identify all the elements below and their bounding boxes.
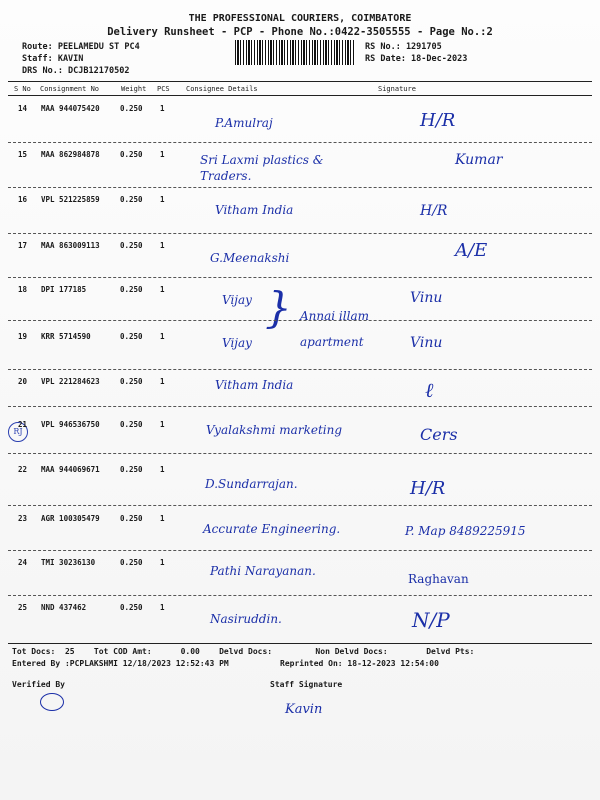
row-divider	[8, 453, 592, 454]
header-rule-bottom	[8, 95, 592, 96]
signature-handwritten: ℓ	[425, 378, 434, 402]
row-divider	[8, 277, 592, 278]
row-consignment: VPL 221284623	[41, 377, 100, 386]
company-title: THE PROFESSIONAL COURIERS, COIMBATORE	[188, 13, 412, 24]
row-divider	[8, 369, 592, 370]
row-weight: 0.250	[120, 241, 143, 250]
row-sno: 22	[18, 465, 28, 474]
row-divider	[8, 187, 592, 188]
annex-note: Annai illam apartment	[300, 309, 369, 349]
table-row	[0, 332, 600, 352]
col-weight: Weight	[121, 85, 147, 93]
table-row	[0, 195, 600, 215]
rs-date: RS Date: 18-Dec-2023	[365, 54, 468, 64]
row-weight: 0.250	[120, 377, 143, 386]
row-pcs: 1	[160, 241, 165, 250]
header-rule-top	[8, 81, 592, 82]
row-sno: 24	[18, 558, 28, 567]
table-row	[0, 603, 600, 623]
consignee-handwritten: Accurate Engineering.	[203, 522, 341, 536]
row-pcs: 1	[160, 514, 165, 523]
rs-number: RS No.: 1291705	[365, 42, 442, 52]
row-consignment: DPI 177185	[41, 285, 87, 294]
row-sno: 14	[18, 104, 28, 113]
consignee-handwritten: Vitham India	[215, 378, 294, 392]
consignee-handwritten: Pathi Narayanan.	[210, 564, 316, 578]
row-consignment: MAA 944075420	[41, 104, 100, 113]
row-weight: 0.250	[120, 465, 143, 474]
row-pcs: 1	[160, 603, 165, 612]
table-row	[0, 241, 600, 261]
table-row	[0, 285, 600, 305]
row-weight: 0.250	[120, 603, 143, 612]
table-row	[0, 104, 600, 124]
col-signature: Signature	[378, 85, 416, 93]
row-weight: 0.250	[120, 558, 143, 567]
row-weight: 0.250	[120, 195, 143, 204]
signature-handwritten: N/P	[412, 608, 450, 632]
signature-handwritten: Vinu	[410, 290, 443, 306]
drs-number: DRS No.: DCJB12170502	[22, 66, 130, 76]
row-pcs: 1	[160, 377, 165, 386]
row-weight: 0.250	[120, 104, 143, 113]
totals-line: Tot Docs: 25 Tot COD Amt: 0.00 Delvd Docs: Non Delvd Docs: Delvd Pts:	[12, 647, 475, 656]
signature-handwritten: A/E	[455, 240, 488, 261]
row-sno: 25	[18, 603, 28, 612]
consignee-handwritten: Vijay	[222, 293, 252, 307]
row-consignment: MAA 863009113	[41, 241, 100, 250]
table-row	[0, 465, 600, 485]
verified-by-label: Verified By	[12, 680, 65, 689]
signature-handwritten: Raghavan	[408, 572, 469, 586]
signature-handwritten: P. Map 8489225915	[405, 524, 526, 538]
consignee-handwritten: G.Meenakshi	[210, 251, 290, 265]
row-divider	[8, 406, 592, 407]
row-weight: 0.250	[120, 332, 143, 341]
row-pcs: 1	[160, 150, 165, 159]
runsheet-subtitle: Delivery Runsheet - PCP - Phone No.:0422-3505555 - Page No.:2	[107, 26, 493, 38]
row-divider	[8, 142, 592, 143]
row-pcs: 1	[160, 558, 165, 567]
col-pcs: PCS	[157, 85, 170, 93]
row-consignment: TMI 30236130	[41, 558, 96, 567]
row-divider	[8, 550, 592, 551]
signature-handwritten: H/R	[420, 110, 456, 131]
row-sno: 20	[18, 377, 28, 386]
row-sno: 19	[18, 332, 28, 341]
row-pcs: 1	[160, 285, 165, 294]
route-label: Route: PEELAMEDU ST PC4	[22, 42, 140, 52]
signature-handwritten: H/R	[410, 478, 446, 499]
row-consignment: MAA 944069671	[41, 465, 100, 474]
consignee-handwritten: Vitham India	[215, 203, 294, 217]
row-sno: 16	[18, 195, 28, 204]
col-consignee: Consignee Details	[186, 85, 258, 93]
verifier-signature-mark	[40, 693, 64, 711]
row-sno: 17	[18, 241, 28, 250]
row-pcs: 1	[160, 465, 165, 474]
row-pcs: 1	[160, 420, 165, 429]
row-weight: 0.250	[120, 285, 143, 294]
table-row	[0, 377, 600, 397]
row-divider	[8, 505, 592, 506]
consignee-handwritten: Nasiruddin.	[210, 612, 282, 626]
row-sno: 23	[18, 514, 28, 523]
col-consignment: Consignment No	[40, 85, 100, 93]
table-bottom-rule	[8, 643, 592, 644]
row-divider	[8, 595, 592, 596]
signature-handwritten: H/R	[420, 203, 448, 219]
row-consignment: KRR 5714590	[41, 332, 91, 341]
staff-signature-handwritten: Kavin	[285, 702, 323, 717]
consignee-handwritten: D.Sundarrajan.	[205, 477, 298, 491]
consignee-handwritten: P.Amulraj	[215, 116, 273, 130]
col-sno: S No	[14, 85, 31, 93]
row-consignment: MAA 862984878	[41, 150, 100, 159]
consignee-handwritten: Sri Laxmi plastics & Traders.	[200, 153, 324, 183]
row-weight: 0.250	[120, 150, 143, 159]
staff-label: Staff: KAVIN	[22, 54, 84, 64]
row-consignment: VPL 946536750	[41, 420, 100, 429]
barcode	[235, 40, 355, 65]
row-sno: 21	[18, 420, 28, 429]
row-sno: 18	[18, 285, 28, 294]
row-sno: 15	[18, 150, 28, 159]
row-divider	[8, 233, 592, 234]
signature-handwritten: Kumar	[455, 152, 503, 168]
row-stamp: RJ	[8, 422, 28, 442]
row-consignment: AGR 100305479	[41, 514, 100, 523]
row-divider	[8, 320, 592, 321]
row-pcs: 1	[160, 104, 165, 113]
row-weight: 0.250	[120, 514, 143, 523]
consignee-handwritten: Vijay	[222, 336, 252, 350]
signature-handwritten: Cers	[420, 425, 458, 444]
brace-mark: }	[265, 283, 292, 332]
consignee-handwritten: Vyalakshmi marketing	[206, 423, 343, 437]
row-weight: 0.250	[120, 420, 143, 429]
row-consignment: NND 437462	[41, 603, 87, 612]
row-pcs: 1	[160, 195, 165, 204]
row-pcs: 1	[160, 332, 165, 341]
staff-signature-label: Staff Signature	[270, 680, 343, 689]
row-consignment: VPL 521225859	[41, 195, 100, 204]
reprinted-on: Reprinted On: 18-12-2023 12:54:00	[280, 659, 439, 668]
entered-by: Entered By :PCPLAKSHMI 12/18/2023 12:52:43 PM	[12, 659, 229, 668]
signature-handwritten: Vinu	[410, 335, 443, 351]
